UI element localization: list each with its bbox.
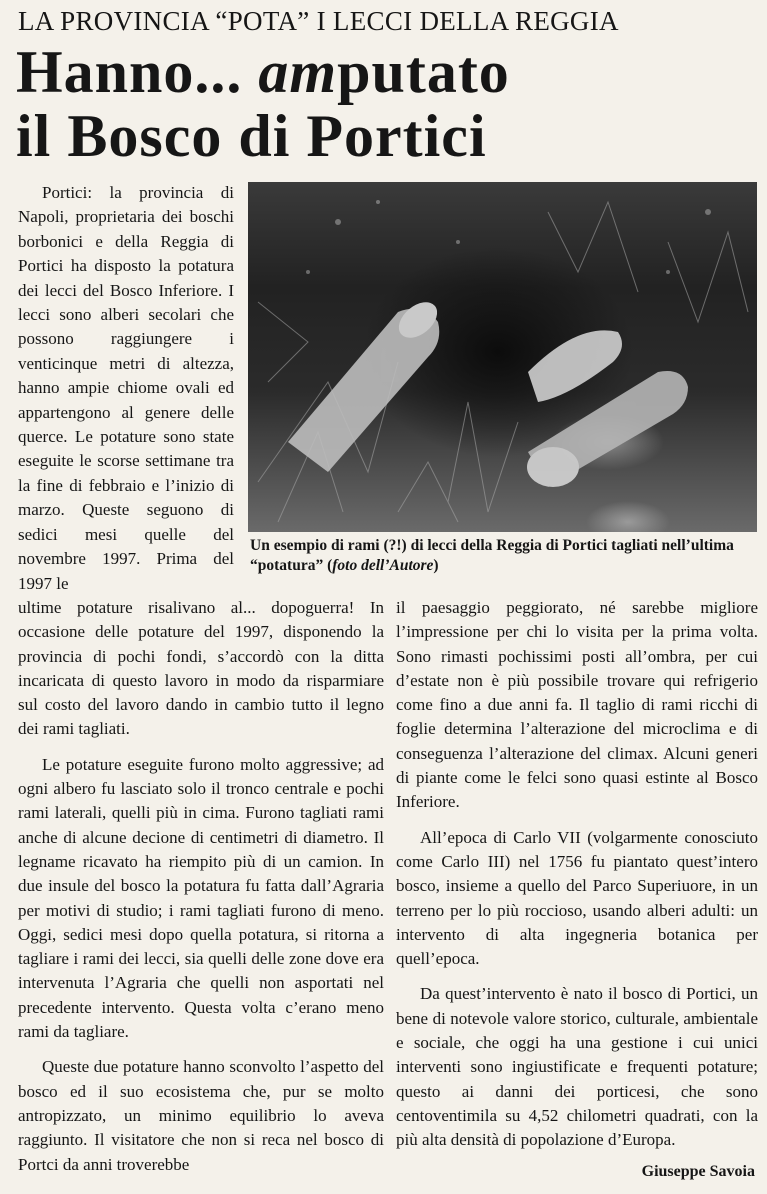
paragraph-3: Queste due potature hanno sconvolto l’aspetto del bosco ed il suo ecosistema che, pur se molto antropizzato, un minimo equilibrio lo aveva raggiunto. Il visitatore che non si reca nel bosco di Portci da anni troverebbe: [18, 1057, 384, 1174]
headline-part-2: putato: [337, 39, 510, 105]
paragraph-3-continued: il paesaggio peggiorato, né sarebbe migliore l’impressione per chi lo visita per la prima volta. Sono rimasti pochissimi posti all’ombra, per cui d’estate non è più possibile trovare qui refrigerio come fino a due anni fa. Il taglio di rami ricchi di foglie determina l’alterazione del microclima e di conseguenza l’alterazione del climax. Alcuni generi di piante come le felci sono quasi estinte al Bosco Inferiore.: [396, 598, 758, 812]
headline-part-1: Hanno...: [16, 39, 259, 105]
caption-close: ): [433, 557, 439, 574]
article-column-left: [18, 596, 384, 1177]
article-column-right: [396, 596, 758, 1153]
paragraph-4: All’epoca di Carlo VII (volgarmente conosciuto come Carlo III) nel 1756 fu piantato quest’intero bosco, insieme a quello del Parco Superiuore, in un terreno per lo più roccioso, usando alberi adulti: un intervento di alta ingegneria botanica per quell’epoca.: [396, 827, 758, 969]
headline-emphasis: am: [258, 39, 338, 105]
paragraph-1-top: Portici: la provincia di Napoli, proprietaria dei boschi borbonici e della Reggia di Portici ha disposto la potatura dei lecci del Bosco Inferiore. I lecci sono alberi secolari che possono raggiungere i venticinque metri di altezza, hanno ampie chiome ovali ed appartengono al genere delle querce. Le potature sono state eseguite le scorse settimane tra la fine di febbraio e l’inizio di marzo. Queste seguono di sedici mesi quelle del novembre 1997. Prima del 1997 le: [18, 183, 234, 593]
paragraph-2: Le potature eseguite furono molto aggressive; ad ogni albero fu lasciato solo il tronco centrale e pochi rami laterali, quelli più in cima. Furono tagliati rami anche di alcune decione di centimetri di diametro. Il legname ricavato ha riempito più di un camion. In due insule del bosco la potatura fu fatta dall’Agraria per motivi di studio; i rami tagliati furono di meno. Oggi, sedici mesi dopo quella potatura, si ritorna a tagliare i rami dei lecci, sia quelli delle zone dove era intervenuta l’Agraria che quelli non asportati nel precedente intervento. Questa volta c’erano meno rami da tagliare.: [18, 754, 384, 1042]
paragraph-5: Da quest’intervento è nato il bosco di Portici, un bene di notevole valore storico, culturale, ambientale e sociale, che oggi ha una gestione i cui unici interventi sono ingiustificate e frequenti potature; questo ai danni dei porticesi, che sono centoventimila su 4,52 chilometri quadrati, con la più alta densità di popolazione d’Europa.: [396, 984, 758, 1150]
article-kicker: LA PROVINCIA “POTA” I LECCI DELLA REGGIA: [18, 6, 619, 36]
headline-line-1: [16, 40, 761, 104]
author-signature: Giuseppe Savoia: [641, 1163, 755, 1180]
article-photo: [248, 182, 757, 532]
article-column-top-left: [18, 181, 234, 596]
photo-illustration: [248, 182, 757, 532]
headline-line-2: il Bosco di Portici: [16, 103, 487, 169]
paragraph-1-bottom: ultime potature risalivano al... dopoguerra! In occasione delle potature del 1997, disponendo la provincia di pochi fondi, s’accordò con la ditta incaricata di questo lavoro in modo da risparmiare sul costo del lavoro dando in cambio tutto il legno dei rami tagliati.: [18, 598, 384, 739]
photo-caption: [250, 536, 760, 576]
caption-credit: foto dell’Autore: [332, 557, 434, 574]
caption-text: Un esempio di rami (?!) di lecci della Reggia di Portici tagliati nell’ultima “potatura” (: [250, 537, 734, 574]
article-headline: [16, 40, 761, 168]
